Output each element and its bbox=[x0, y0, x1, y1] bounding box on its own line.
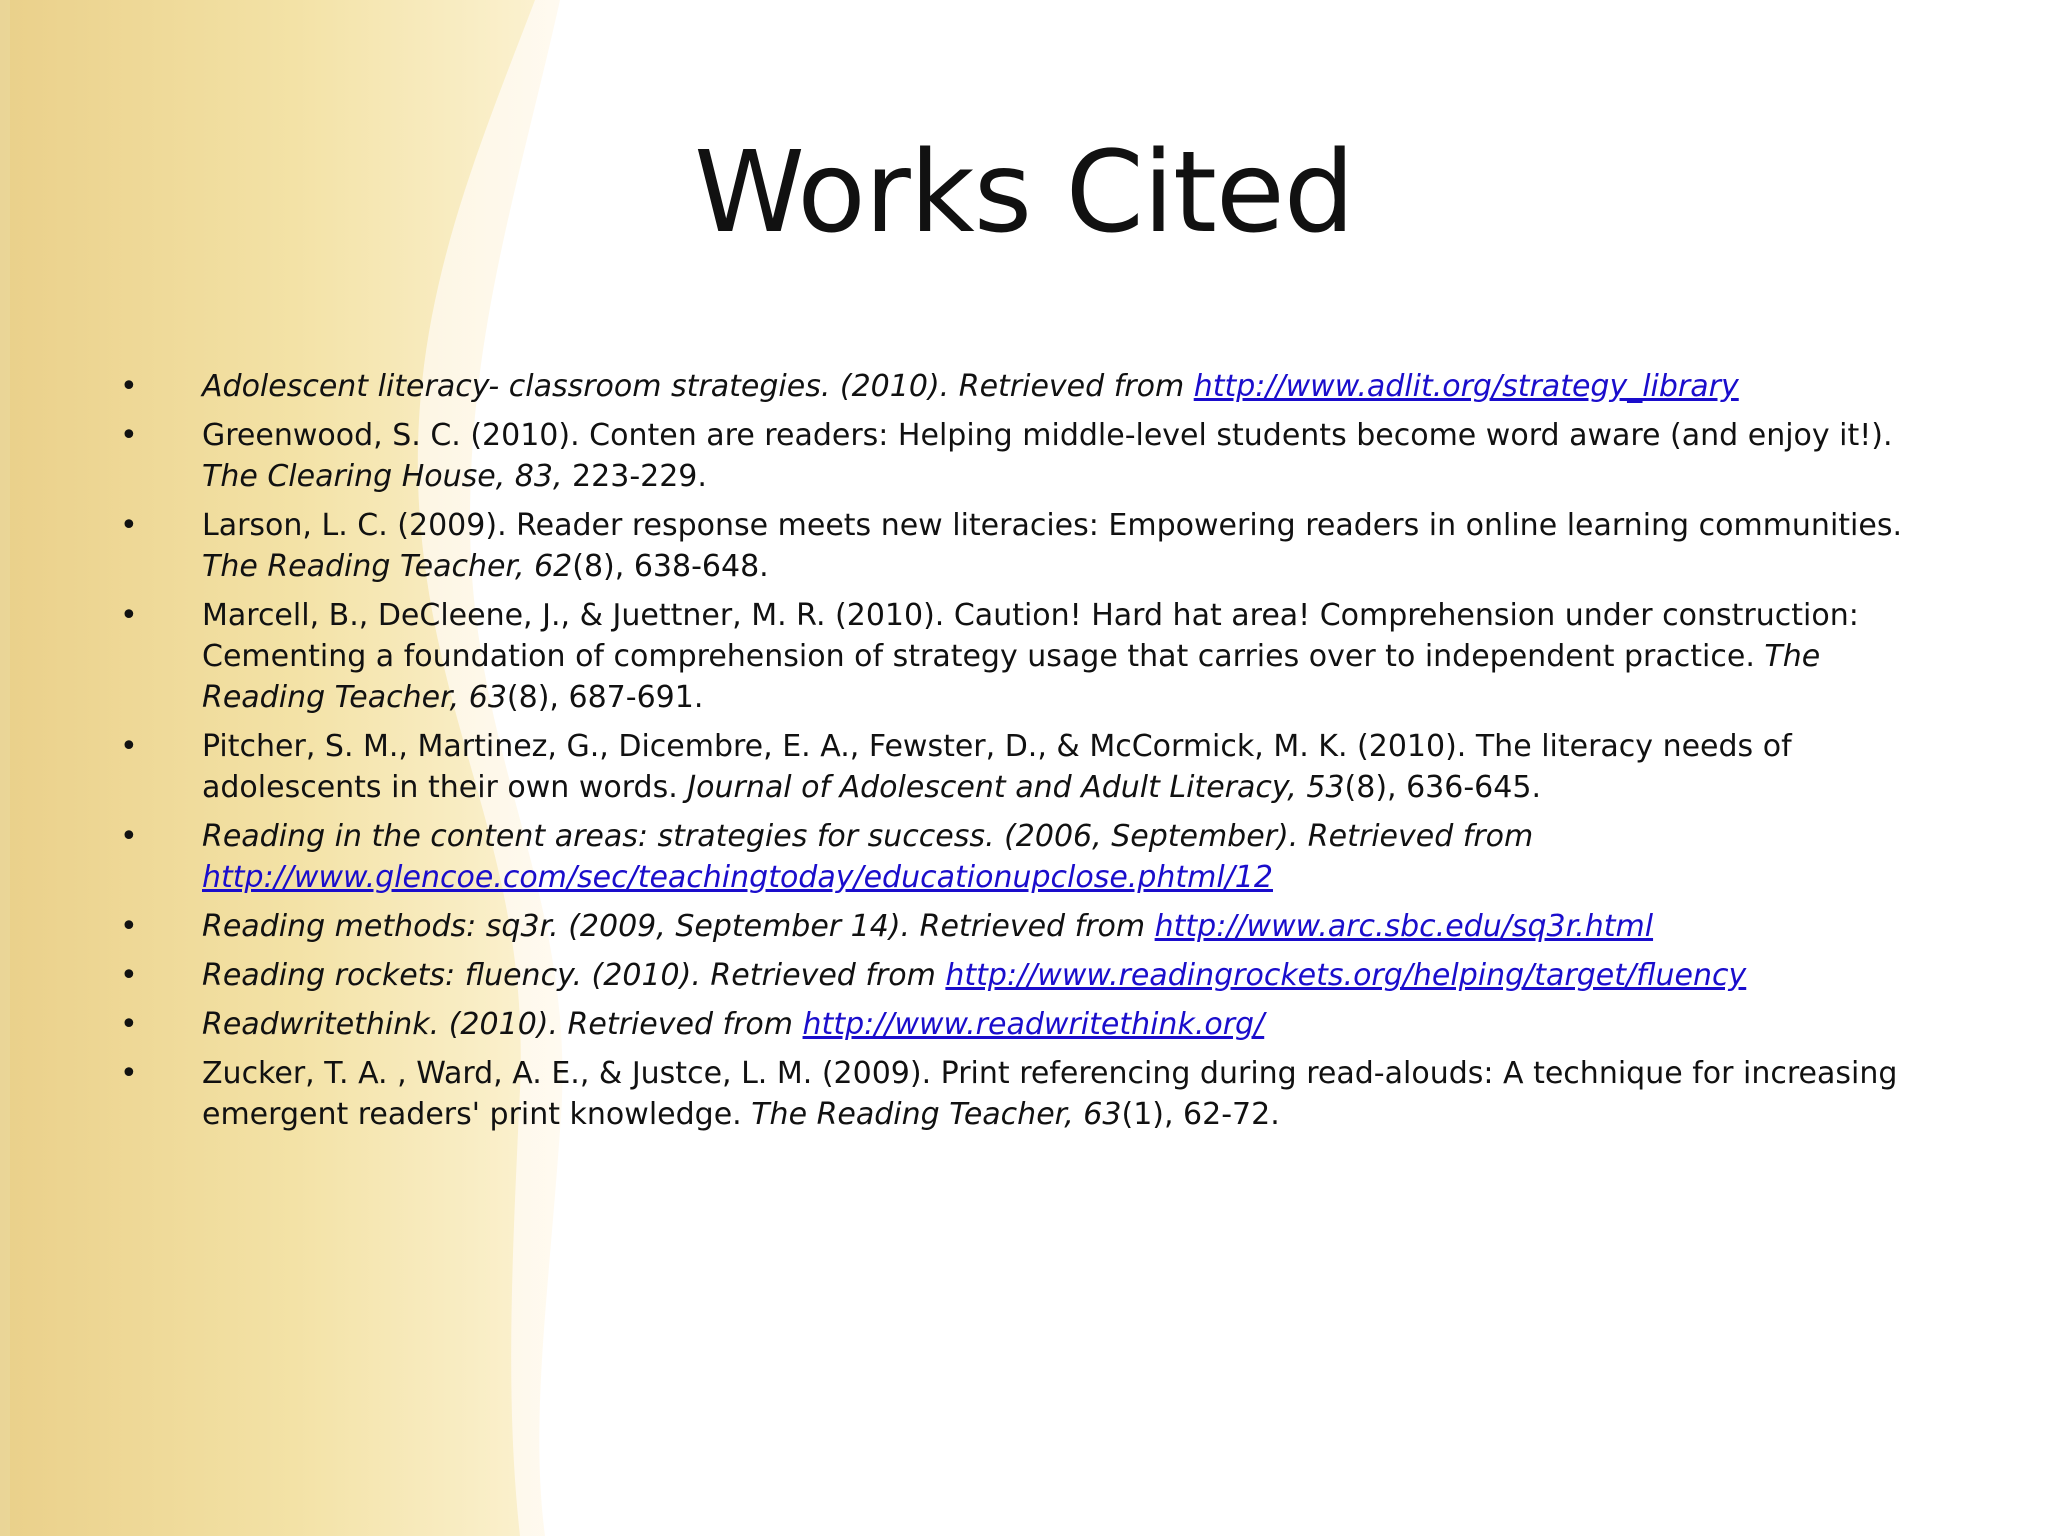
bullet-icon: • bbox=[120, 958, 138, 993]
reference-text: The Reading Teacher, 63 bbox=[751, 1097, 1122, 1132]
bullet-icon: • bbox=[120, 909, 138, 944]
reference-text: (8), 687-691. bbox=[506, 680, 704, 715]
reference-link[interactable]: http://www.glencoe.com/sec/teachingtoday/educationupclose.phtml/12 bbox=[202, 860, 1273, 895]
reference-text: The Reading Teacher, 62 bbox=[202, 549, 573, 584]
reference-item bbox=[120, 1053, 1930, 1135]
reference-text: Greenwood, S. C. (2010). Conten are readers: Helping middle-level students become word aware (and enjoy it!). bbox=[202, 418, 1893, 453]
reference-text: Zucker, T. A. , Ward, A. E., & Justce, L. M. (2009). Print referencing during read-alouds: A technique for increasing emergent readers' print knowledge. bbox=[202, 1056, 1898, 1132]
reference-text: Adolescent literacy- classroom strategies. (2010). Retrieved from bbox=[202, 369, 1194, 404]
bullet-icon: • bbox=[120, 598, 138, 633]
reference-text: The Clearing House, 83, bbox=[202, 459, 563, 494]
reference-text: Reading rockets: fluency. (2010). Retrieved from bbox=[202, 958, 946, 993]
reference-item bbox=[120, 726, 1930, 808]
bullet-icon: • bbox=[120, 819, 138, 854]
reference-item bbox=[120, 366, 1930, 407]
reference-text: (8), 638-648. bbox=[572, 549, 769, 584]
reference-item bbox=[120, 816, 1930, 898]
reference-text: Readwritethink. (2010). Retrieved from bbox=[202, 1007, 803, 1042]
reference-item bbox=[120, 415, 1930, 497]
reference-item bbox=[120, 595, 1930, 718]
reference-text: Reading methods: sq3r. (2009, September 14). Retrieved from bbox=[202, 909, 1155, 944]
reference-text: Journal of Adolescent and Adult Literacy, 53 bbox=[687, 770, 1345, 805]
reference-item bbox=[120, 955, 1930, 996]
reference-link[interactable]: http://www.arc.sbc.edu/sq3r.html bbox=[1154, 909, 1654, 944]
reference-item bbox=[120, 505, 1930, 587]
reference-text: Reading in the content areas: strategies for success. (2006, September). Retrieved from bbox=[202, 819, 1534, 854]
reference-item bbox=[120, 1004, 1930, 1045]
reference-text: Pitcher, S. M., Martinez, G., Dicembre, E. A., Fewster, D., & McCormick, M. K. (2010). The literacy needs of adolescents in their own words. bbox=[202, 729, 1792, 805]
bullet-icon: • bbox=[120, 729, 138, 764]
bullet-icon: • bbox=[120, 369, 138, 404]
bullet-icon: • bbox=[120, 418, 138, 453]
bullet-icon: • bbox=[120, 508, 138, 543]
reference-text: The Reading Teacher, 63 bbox=[202, 639, 1821, 715]
reference-link[interactable]: http://www.adlit.org/strategy_library bbox=[1193, 369, 1739, 404]
reference-text: Marcell, B., DeCleene, J., & Juettner, M. R. (2010). Caution! Hard hat area! Comprehension under construction: Cementing a foundation of comprehension of strategy usage that carries over to independent practice. bbox=[202, 598, 1859, 674]
reference-link[interactable]: http://www.readingrockets.org/helping/target/fluency bbox=[945, 958, 1747, 993]
reference-text: 223-229. bbox=[562, 459, 707, 494]
page-title: Works Cited bbox=[694, 128, 1354, 258]
reference-text: Larson, L. C. (2009). Reader response meets new literacies: Empowering readers in online learning communities. bbox=[202, 508, 1902, 543]
reference-item bbox=[120, 906, 1930, 947]
reference-text: (1), 62-72. bbox=[1121, 1097, 1280, 1132]
bullet-icon: • bbox=[120, 1007, 138, 1042]
reference-link[interactable]: http://www.readwritethink.org/ bbox=[802, 1007, 1265, 1042]
bullet-icon: • bbox=[120, 1056, 138, 1091]
reference-text: (8), 636-645. bbox=[1344, 770, 1541, 805]
references-list bbox=[120, 366, 1930, 1143]
